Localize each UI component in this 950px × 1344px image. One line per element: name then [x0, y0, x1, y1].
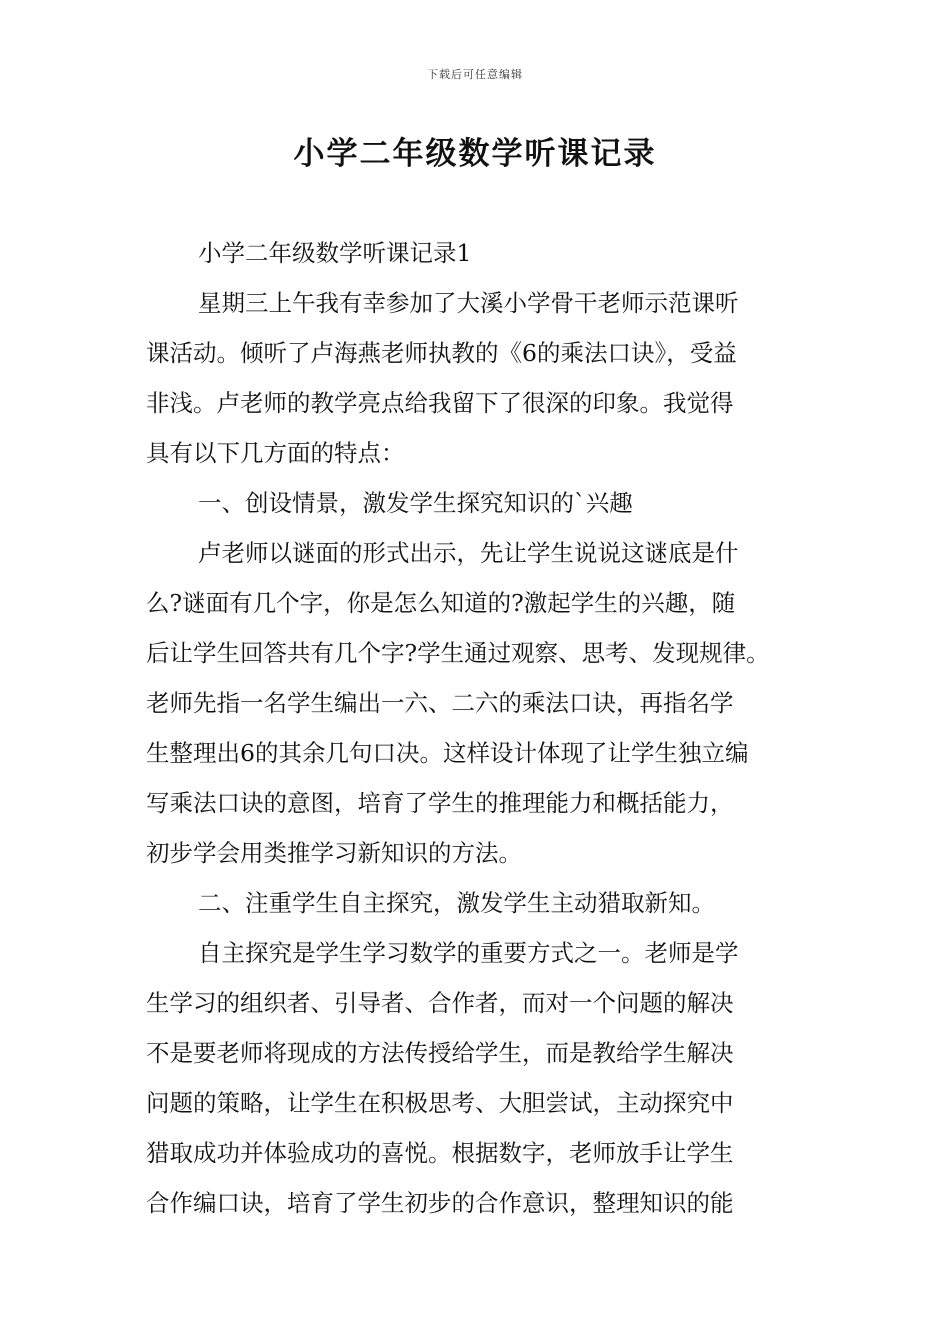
- text-line: 生整理出6的其余几句口决。这样设计体现了让学生独立编: [146, 739, 749, 767]
- text-line: 星期三上午我有幸参加了大溪小学骨干老师示范课听: [198, 289, 739, 317]
- text-line: 二、注重学生自主探究，激发学生主动猎取新知。: [198, 889, 715, 917]
- text-line: 自主探究是学生学习数学的重要方式之一。老师是学: [198, 939, 739, 967]
- text-line: 不是要老师将现成的方法传授给学生，而是教给学生解决: [146, 1039, 734, 1067]
- text-line: 问题的策略，让学生在积极思考、大胆尝试，主动探究中: [146, 1089, 734, 1117]
- text-line: 么?谜面有几个字，你是怎么知道的?激起学生的兴趣，随: [146, 589, 736, 617]
- text-line: 非浅。卢老师的教学亮点给我留下了很深的印象。我觉得: [146, 389, 734, 417]
- text-line: 老师先指一名学生编出一六、二六的乘法口诀，再指名学: [146, 689, 734, 717]
- text-line: 合作编口诀，培育了学生初步的合作意识，整理知识的能: [146, 1189, 734, 1217]
- document-body: [146, 228, 806, 1228]
- text-line: 写乘法口诀的意图，培育了学生的推理能力和概括能力，: [146, 789, 734, 817]
- page-title: 小学二年级数学听课记录: [293, 136, 657, 172]
- text-line: 一、创设情景，激发学生探究知识的`兴趣: [198, 489, 633, 517]
- header-note: 下载后可任意编辑: [427, 68, 523, 81]
- text-line: 小学二年级数学听课记录1: [198, 239, 472, 267]
- text-line: 猎取成功并体验成功的喜悦。根据数字，老师放手让学生: [146, 1139, 734, 1167]
- text-line: 初步学会用类推学习新知识的方法。: [146, 839, 522, 867]
- text-line: 课活动。倾听了卢海燕老师执教的《6的乘法口诀》，受益: [146, 339, 737, 367]
- text-line: 生学习的组织者、引导者、合作者，而对一个问题的解决: [146, 989, 734, 1017]
- text-line: 卢老师以谜面的形式出示，先让学生说说这谜底是什: [198, 539, 739, 567]
- text-line: 具有以下几方面的特点：: [146, 439, 405, 467]
- text-line: 后让学生回答共有几个字?学生通过观察、思考、发现规律。: [146, 639, 770, 667]
